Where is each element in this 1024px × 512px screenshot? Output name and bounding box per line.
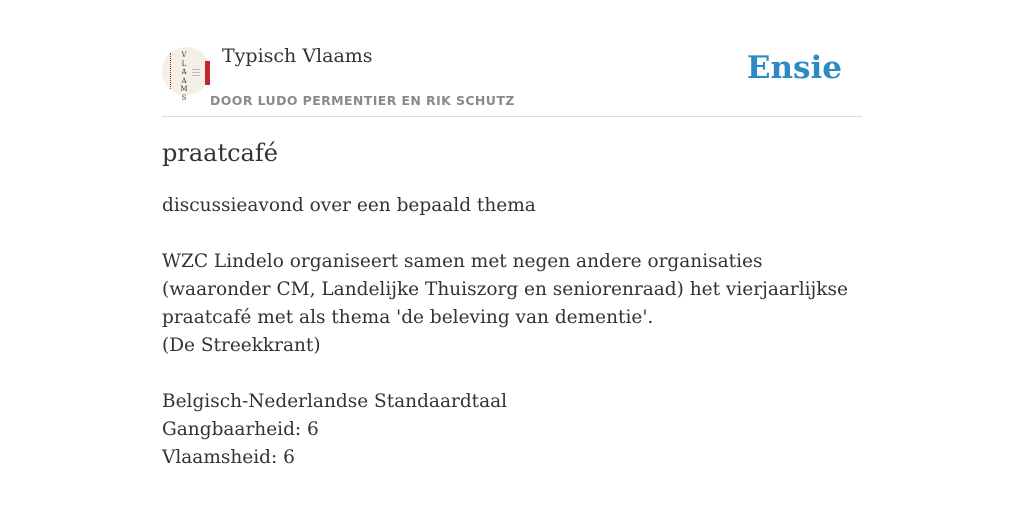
language-label: Belgisch-Nederlandse Standaardtaal <box>162 391 508 412</box>
brand-logo[interactable]: Ensie <box>746 50 842 86</box>
byline: DOOR LUDO PERMENTIER EN RIK SCHUTZ <box>210 93 515 108</box>
logo-accent <box>205 61 210 85</box>
site-name[interactable]: Typisch Vlaams <box>222 45 373 67</box>
header <box>162 0 862 117</box>
example-source: (De Streekkrant) <box>162 335 321 356</box>
logo-letters: V L A A M S <box>180 51 188 102</box>
example-quote: WZC Lindelo organiseert samen met negen andere organisaties (waaronder CM, Landelijke Thuiszorg en seniorenraad) het vierjaarlijkse praatcafé met als thema 'de beleving van dementie'. <box>162 251 848 328</box>
vlaamsheid-score: Vlaamsheid: 6 <box>162 447 295 468</box>
entry-body <box>162 192 862 472</box>
page-title: praatcafé <box>162 139 278 167</box>
gangbaarheid-score: Gangbaarheid: 6 <box>162 419 319 440</box>
page-container <box>162 0 862 468</box>
logo-lines <box>192 69 200 70</box>
avatar[interactable] <box>162 47 210 102</box>
definition: discussieavond over een bepaald thema <box>162 195 536 216</box>
logo-decoration <box>170 53 173 89</box>
